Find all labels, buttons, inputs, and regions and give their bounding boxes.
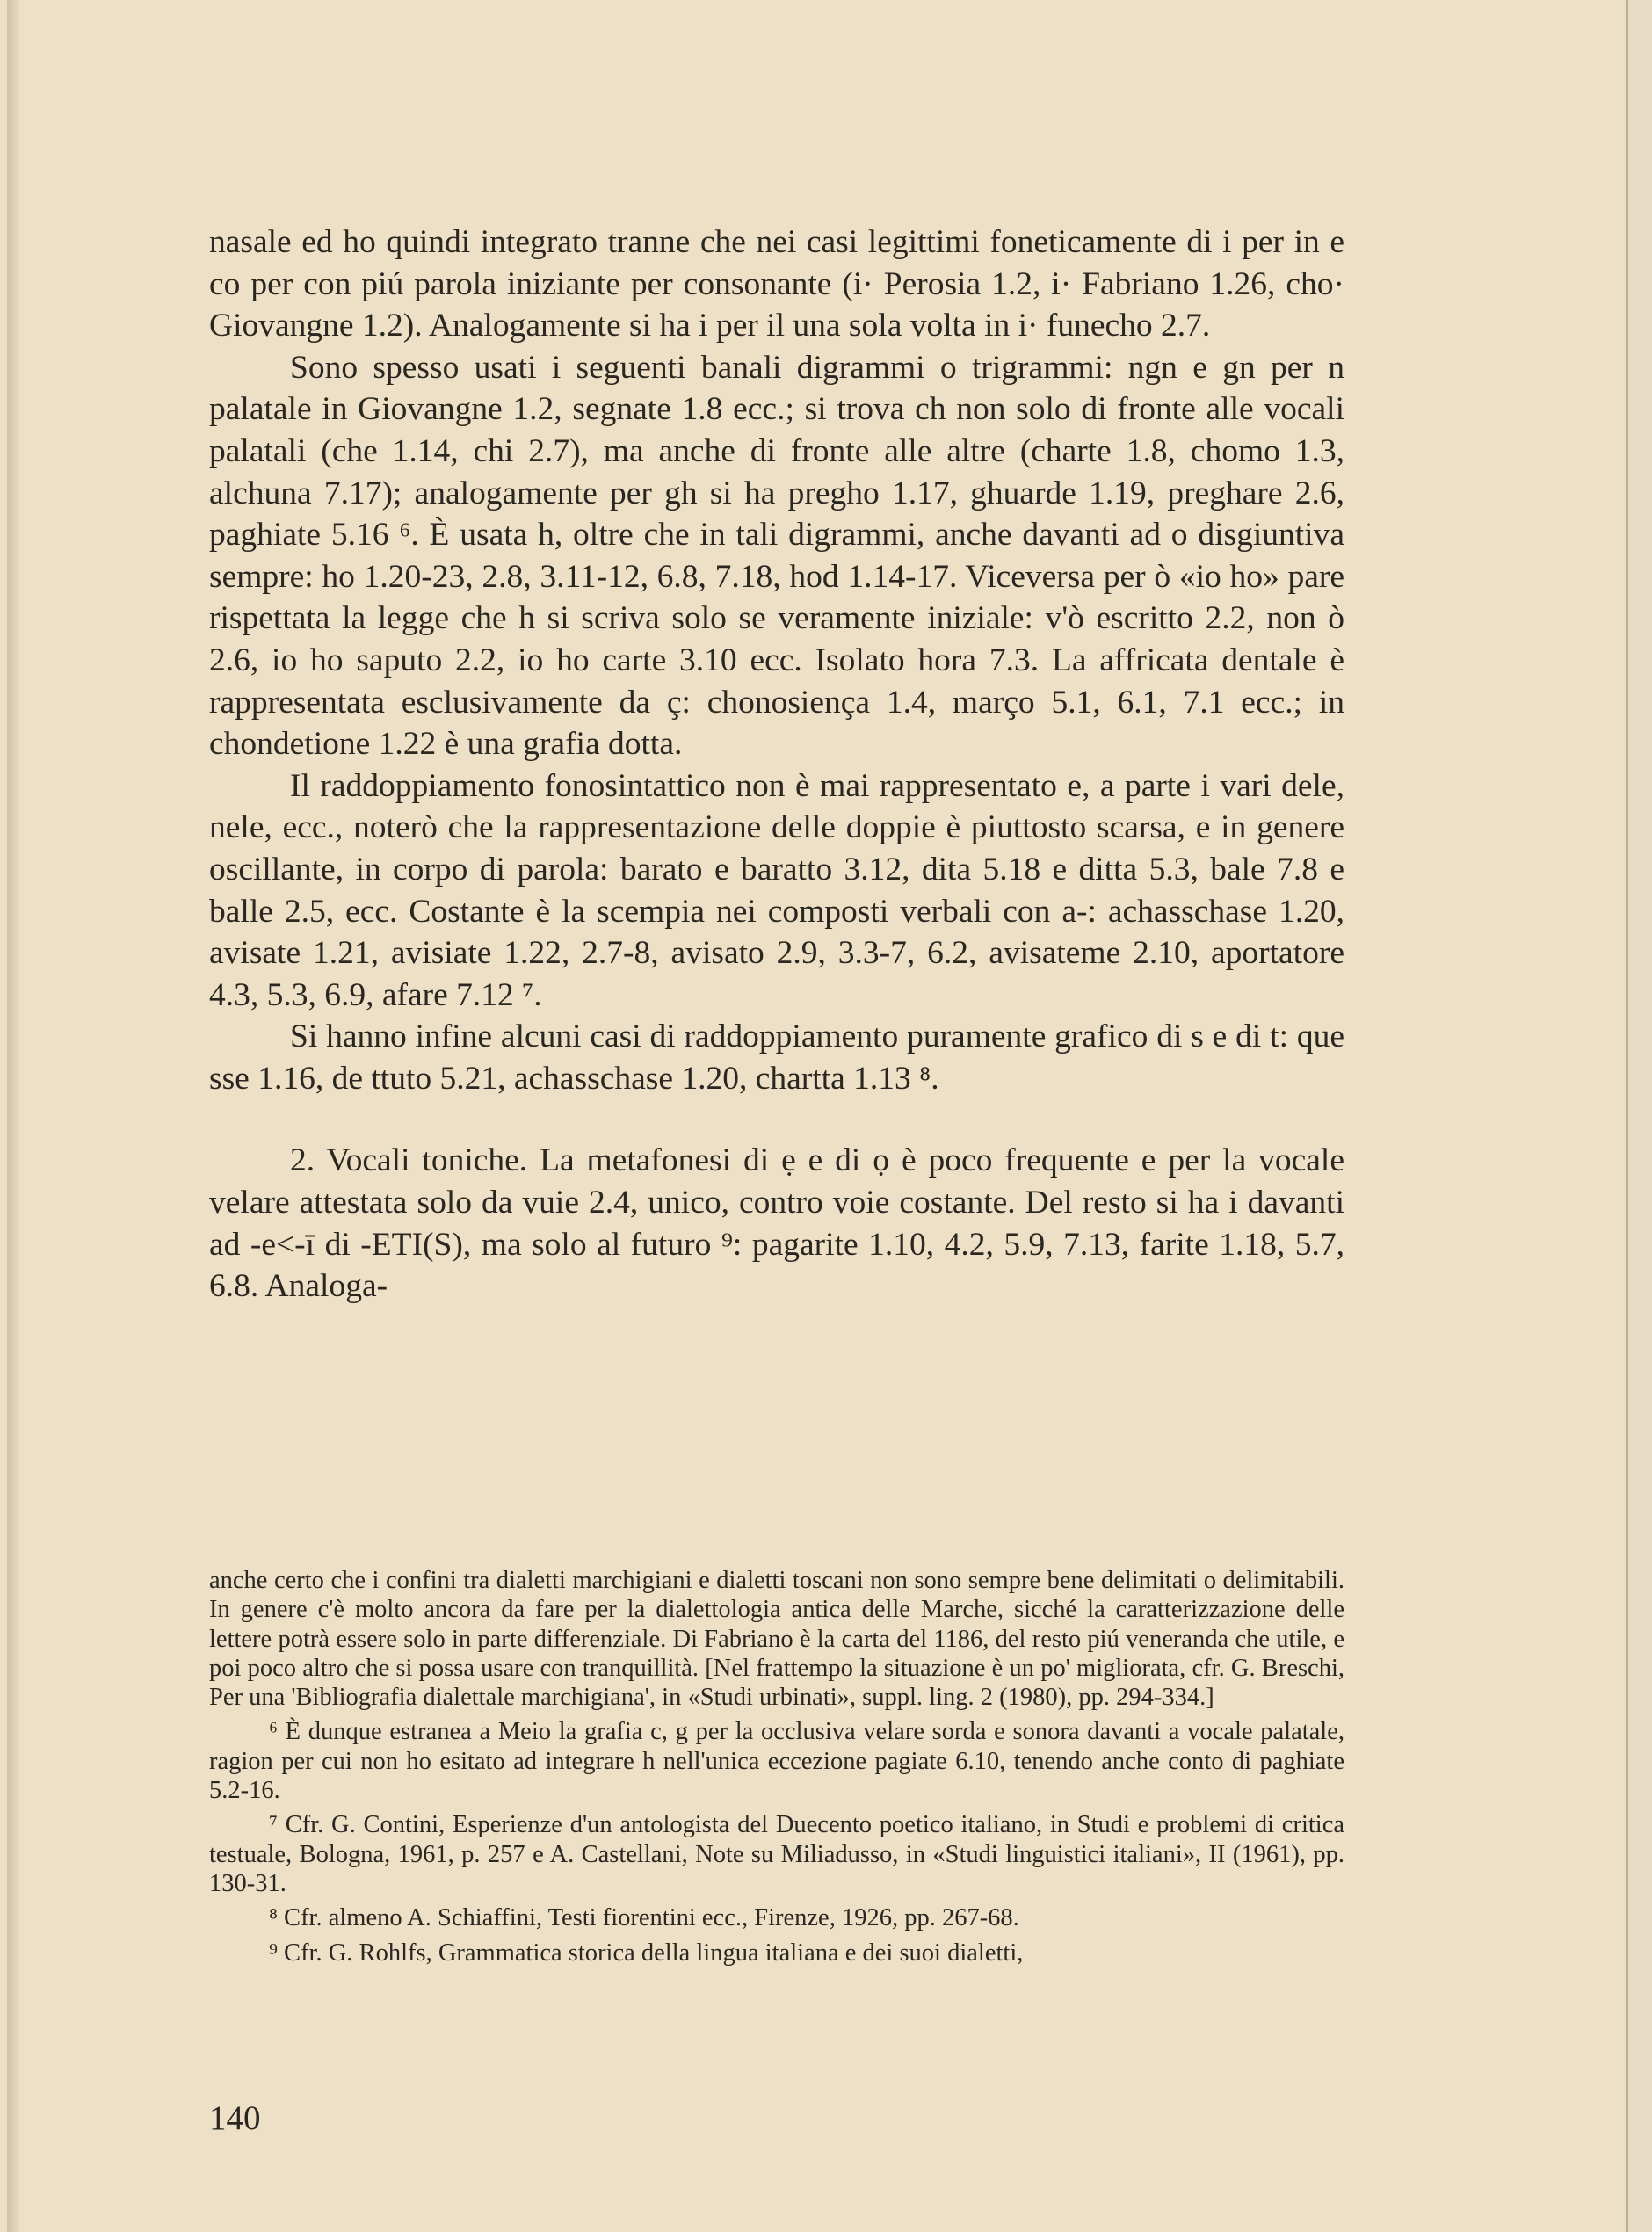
paragraph-3: Il raddoppiamento fonosintattico non è mai rappresentato e, a parte i vari dele, nele, ecc., noterò che la rappresentazione delle doppie è piuttosto scarsa, e in genere oscillante, in corpo di parola: barato e baratto 3.12, dita 5.18 e ditta 5.3, bale 7.8 e balle 2.5, ecc. Costante è la scempia nei composti verbali con a-: achasschase 1.20, avisate 1.21, avisiate 1.22, 2.7-8, avisato 2.9, 3.3-7, 6.2, avisateme 2.10, aportatore 4.3, 5.3, 6.9, afare 7.12 ⁷. bbox=[209, 767, 1344, 1013]
footnote-8: ⁸ Cfr. almeno A. Schiaffini, Testi fiorentini ecc., Firenze, 1926, pp. 267-68. bbox=[269, 1904, 1019, 1932]
section-vocali-toniche: 2. Vocali toniche. La metafonesi di ẹ e di ọ è poco frequente e per la vocale velare attestata solo da vuie 2.4, unico, contro voie costante. Del resto si ha i davanti ad -e<-ī di -ETI(S), ma solo al futuro ⁹: pagarite 1.10, 4.2, 5.9, 7.13, farite 1.18, 5.7, 6.8. Analoga- bbox=[209, 1142, 1344, 1305]
paragraph-2: Sono spesso usati i seguenti banali digrammi o trigrammi: ngn e gn per n palatale in Giovangne 1.2, segnate 1.8 ecc.; si trova ch non solo di fronte alle vocali palatali (che 1.14, chi 2.7), ma anche di fronte alle altre (charte 1.8, chomo 1.3, alchuna 7.17); analogamente per gh si ha pregho 1.17, ghuarde 1.19, preghare 2.6, paghiate 5.16 ⁶. È usata h, oltre che in tali digrammi, anche davanti ad o disgiuntiva sempre: ho 1.20-23, 2.8, 3.11-12, 6.8, 7.18, hod 1.14-17. Viceversa per ò «io ho» pare rispettata la legge che h si scriva solo se veramente iniziale: v'ò escritto 2.2, non ò 2.6, io ho saputo 2.2, io ho carte 3.10 ecc. Isolato hora 7.3. La affricata dentale è rappresentata esclusivamente da ç: chonosiença 1.4, março 5.1, 6.1, 7.1 ecc.; in chondetione 1.22 è una grafia dotta. bbox=[209, 349, 1344, 763]
footnote-continued: anche certo che i confini tra dialetti marchigiani e dialetti toscani non sono sempre bene delimitati o delimitabili. In genere c'è molto ancora da fare per la dialettologia antica delle Marche, sicché la caratterizzazione delle lettere potrà essere solo in parte differenziale. Di Fabriano è la carta del 1186, del resto piú veneranda che utile, e poi poco altro che si possa usare con tranquillità. [Nel frattempo la situazione è un po' migliorata, cfr. G. Breschi, Per una 'Bibliografia dialettale marchigiana', in «Studi urbinati», suppl. ling. 2 (1980), pp. 294-334.] bbox=[209, 1567, 1344, 1712]
adjacent-page-edge bbox=[1628, 0, 1652, 2232]
footnote-6: ⁶ È dunque estranea a Meio la grafia c, g per la occlusiva velare sorda e sonora davanti a vocale palatale, ragion per cui non ho esitato ad integrare h nell'unica eccezione pagiate 6.10, tenendo anche conto di paghiate 5.2-16. bbox=[209, 1718, 1344, 1805]
page-edge bbox=[7, 0, 19, 2232]
footnote-7: ⁷ Cfr. G. Contini, Esperienze d'un antologista del Duecento poetico italiano, in Studi e problemi di critica testuale, Bologna, 1961, p. 257 e A. Castellani, Note su Miliadusso, in «Studi linguistici italiani», II (1961), pp. 130-31. bbox=[209, 1811, 1344, 1897]
footnote-9: ⁹ Cfr. G. Rohlfs, Grammatica storica della lingua italiana e dei suoi dialetti, bbox=[269, 1939, 1024, 1967]
footnotes bbox=[209, 1566, 1344, 1967]
paragraph-4: Si hanno infine alcuni casi di raddoppiamento puramente grafico di s e di t: que sse 1.16, de ttuto 5.21, achasschase 1.20, chartta 1.13 ⁸. bbox=[209, 1018, 1344, 1097]
paragraph-1: nasale ed ho quindi integrato tranne che nei casi legittimi foneticamente di i per in e co per con piú parola iniziante per consonante (i· Perosia 1.2, i· Fabriano 1.26, cho· Giovangne 1.2). Analogamente si ha i per il una sola volta in i· funecho 2.7. bbox=[209, 224, 1344, 344]
main-text bbox=[209, 221, 1344, 1308]
page-number: 140 bbox=[209, 2099, 261, 2137]
